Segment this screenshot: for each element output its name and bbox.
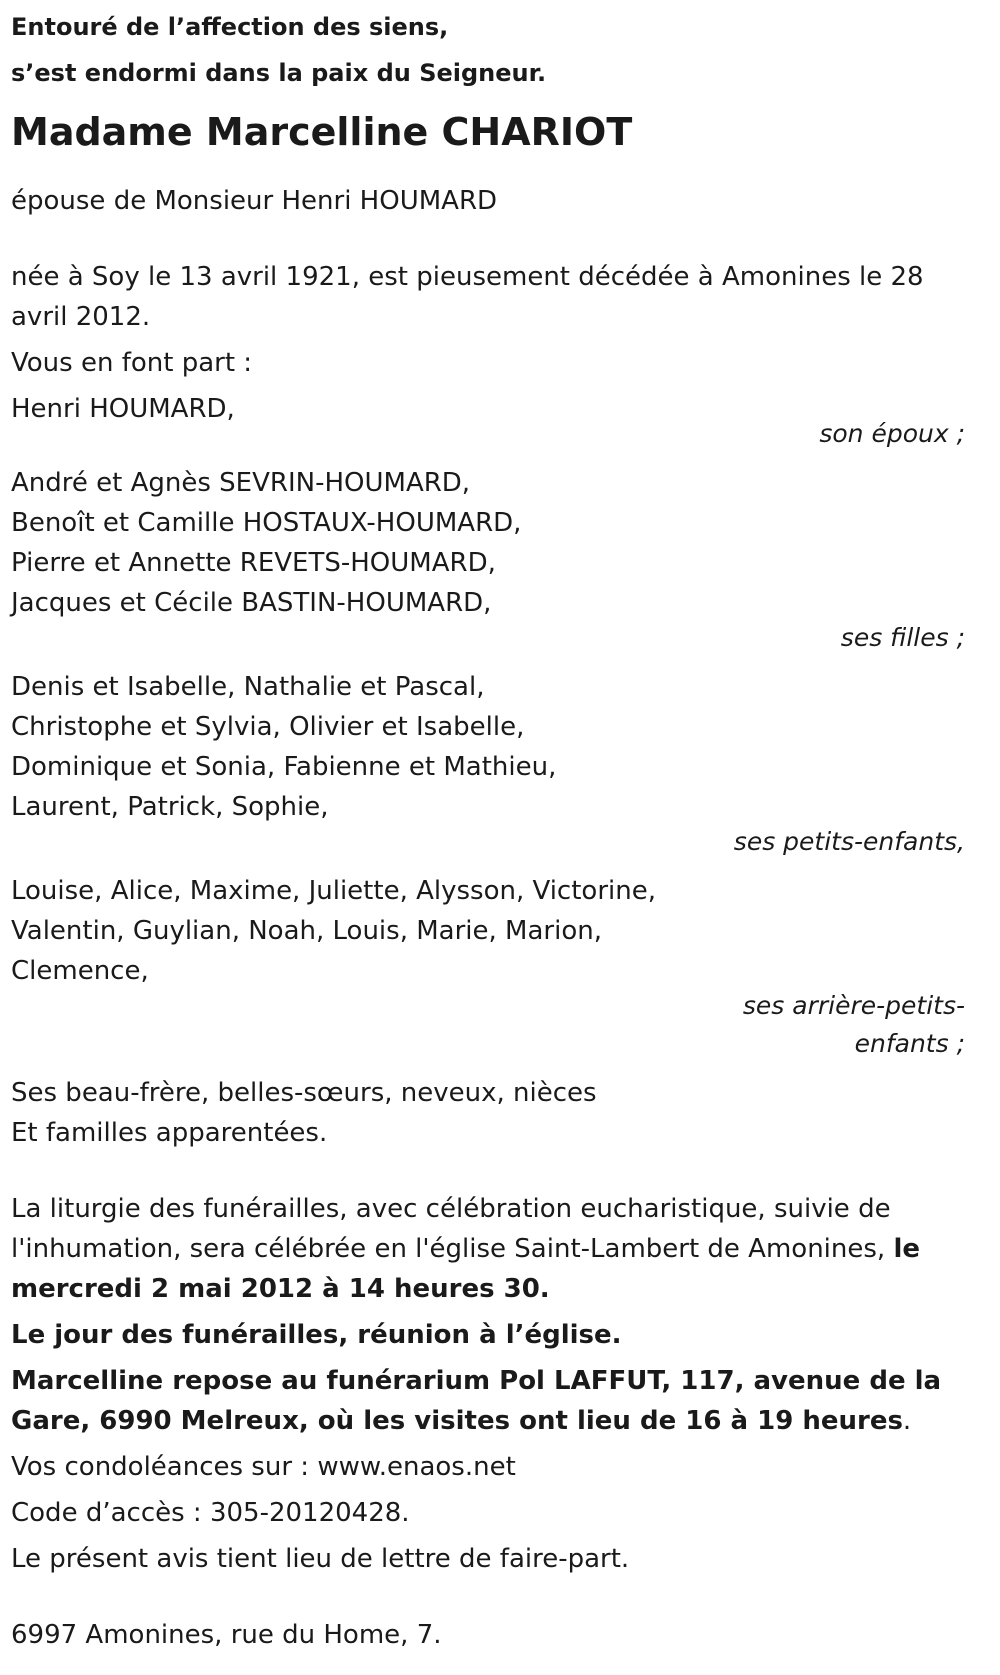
- family-name-line: Christophe et Sylvia, Olivier et Isabelle,: [11, 712, 525, 742]
- intro-line-1: Entouré de l’affection des siens,: [11, 13, 449, 41]
- family-name-line: Henri HOUMARD,: [11, 394, 235, 424]
- family-closing-line: Et familles apparentées.: [11, 1118, 328, 1148]
- family-name-line: Pierre et Annette REVETS-HOUMARD,: [11, 548, 496, 578]
- liturgy-paragraph: [11, 1189, 965, 1309]
- access-code-line: Code d’accès : 305-20120428.: [11, 1498, 410, 1528]
- church-meeting: Le jour des funérailles, réunion à l’église.: [11, 1320, 622, 1350]
- birth-death-line: née à Soy le 13 avril 1921, est pieusement décédée à Amonines le 28 avril 2012.: [11, 262, 924, 332]
- family-group-great-grandchildren: [11, 871, 965, 1063]
- announcers-intro: Vous en font part :: [11, 348, 253, 378]
- family-name-line: Jacques et Cécile BASTIN-HOUMARD,: [11, 588, 492, 618]
- family-group-daughters: [11, 463, 965, 657]
- family-name-line: André et Agnès SEVRIN-HOUMARD,: [11, 468, 471, 498]
- family-name-line: Denis et Isabelle, Nathalie et Pascal,: [11, 672, 485, 702]
- address-line: 6997 Amonines, rue du Home, 7.: [11, 1620, 442, 1650]
- family-group-grandchildren: [11, 667, 965, 861]
- liturgy-text: La liturgie des funérailles, avec célébration eucharistique, suivie de l'inhumation, sera célébrée en l'église Saint-Lambert de Amonines,: [11, 1194, 894, 1264]
- family-name-line: Valentin, Guylian, Noah, Louis, Marie, Marion,: [11, 916, 602, 946]
- funerarium-end: .: [902, 1406, 912, 1436]
- funerarium-text: Marcelline repose au funérarium Pol LAFFUT, 117, avenue de la Gare, 6990 Melreux, où les visites ont lieu de 16 à 19 heures: [11, 1366, 942, 1436]
- deceased-name: Madame Marcelline CHARIOT: [11, 110, 633, 154]
- family-name-line: Benoît et Camille HOSTAUX-HOUMARD,: [11, 508, 522, 538]
- family-role: enfants ;: [854, 1029, 965, 1058]
- family-role: ses filles ;: [840, 623, 965, 652]
- spouse-line: épouse de Monsieur Henri HOUMARD: [11, 186, 498, 216]
- family-name-line: Dominique et Sonia, Fabienne et Mathieu,: [11, 752, 557, 782]
- intro-text: [11, 4, 965, 96]
- family-name-line: Louise, Alice, Maxime, Juliette, Alysson, Victorine,: [11, 876, 656, 906]
- family-name-line: Clemence,: [11, 956, 149, 986]
- funerarium-paragraph: [11, 1361, 965, 1441]
- notice-line: Le présent avis tient lieu de lettre de faire-part.: [11, 1544, 630, 1574]
- family-role: son époux ;: [819, 419, 965, 448]
- family-closing-line: Ses beau-frère, belles-sœurs, neveux, nièces: [11, 1078, 597, 1108]
- family-role: ses petits-enfants,: [733, 827, 965, 856]
- family-role: ses arrière-petits-: [742, 991, 965, 1020]
- family-name-line: Laurent, Patrick, Sophie,: [11, 792, 329, 822]
- intro-line-2: s’est endormi dans la paix du Seigneur.: [11, 59, 547, 87]
- condolences-line: Vos condoléances sur : www.enaos.net: [11, 1452, 516, 1482]
- family-closing: [11, 1073, 965, 1153]
- liturgy-date: le mercredi 2 mai 2012 à 14 heures 30.: [11, 1234, 920, 1304]
- family-group-spouse: [11, 389, 965, 453]
